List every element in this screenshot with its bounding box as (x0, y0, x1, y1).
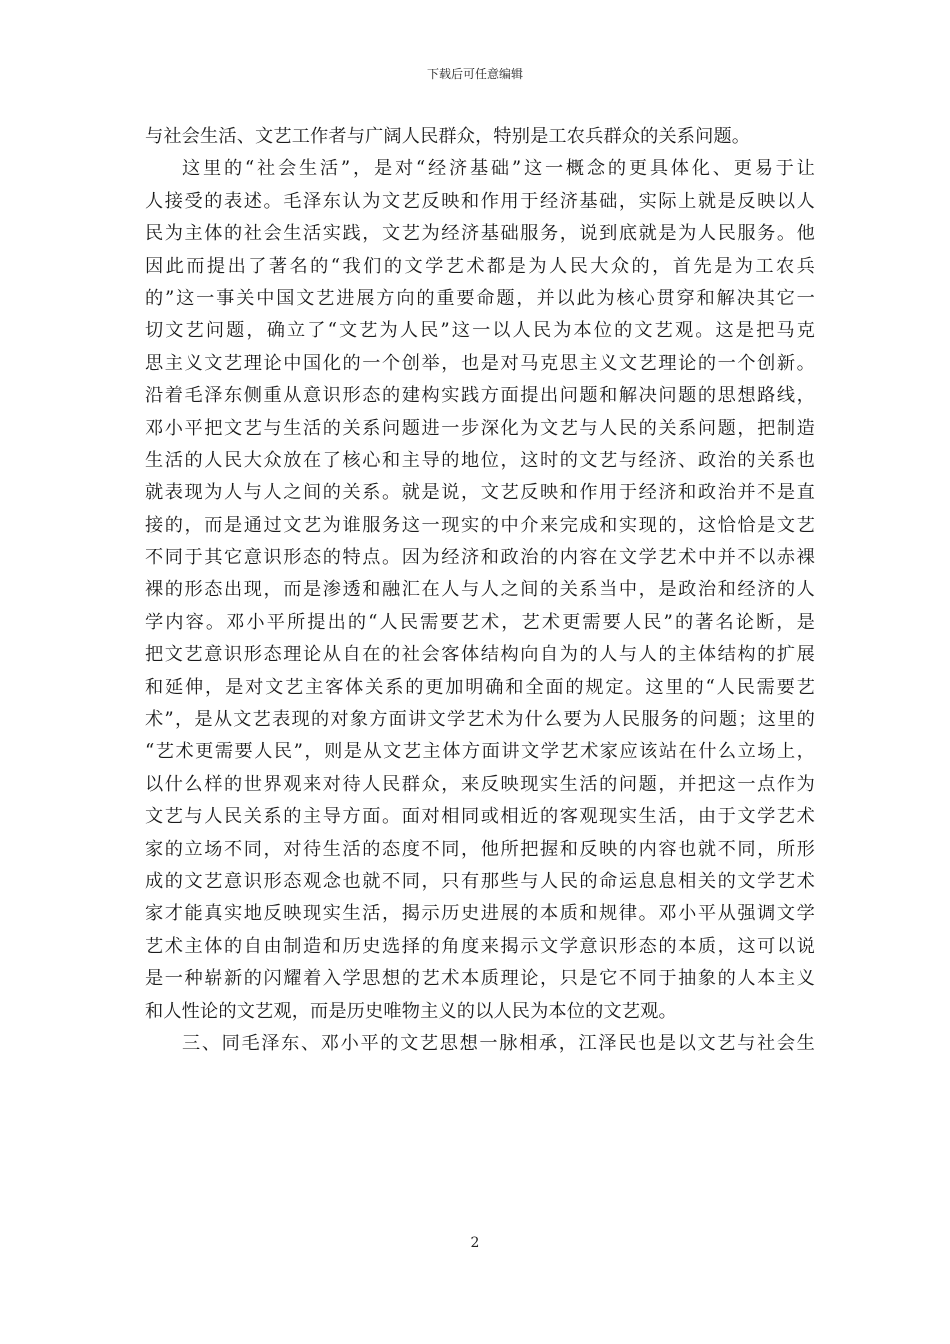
text-line: 以什么样的世界观来对待人民群众，来反映现实生活的问题，并把这一点作为 (145, 773, 815, 795)
text-line: 这里的“社会生活”，是对“经济基础”这一概念的更具体化、更易于让 (182, 158, 815, 180)
text-line: 就表现为人与人之间的关系。就是说，文艺反映和作用于经济和政治并不是直 (145, 482, 815, 504)
text-line: 沿着毛泽东侧重从意识形态的建构实践方面提出问题和解决问题的思想路线， (145, 385, 815, 407)
text-line: 与社会生活、文艺工作者与广阔人民群众，特别是工农兵群众的关系问题。 (145, 126, 751, 147)
text-line: 裸的形态出现，而是渗透和融汇在人与人之间的关系当中，是政治和经济的人 (145, 579, 815, 601)
text-line: 家才能真实地反映现实生活，揭示历史进展的本质和规律。邓小平从强调文学 (145, 903, 815, 925)
text-line: 民为主体的社会生活实践，文艺为经济基础服务，说到底就是为人民服务。他 (145, 223, 815, 245)
text-line: “艺术更需要人民”，则是从文艺主体方面讲文学艺术家应该站在什么立场上， (145, 741, 815, 763)
page-number-text: 2 (470, 1235, 480, 1251)
text-line: 是一种崭新的闪耀着入学思想的艺术本质理论，只是它不同于抽象的人本主义 (145, 968, 815, 990)
text-line: 把文艺意识形态理论从自在的社会客体结构向自为的人与人的主体结构的扩展 (145, 644, 815, 666)
text-line: 家的立场不同，对待生活的态度不同，他所把握和反映的内容也就不同，所形 (145, 838, 815, 860)
text-line: 的”这一事关中国文艺进展方向的重要命题，并以此为核心贯穿和解决其它一 (145, 287, 815, 309)
text-line: 切文艺问题，确立了“文艺为人民”这一以人民为本位的文艺观。这是把马克 (145, 320, 815, 342)
text-line: 生活的人民大众放在了核心和主导的地位，这时的文艺与经济、政治的关系也 (145, 449, 815, 471)
document-body (145, 121, 815, 1060)
text-line: 思主义文艺理论中国化的一个创举，也是对马克思主义文艺理论的一个创新。 (145, 352, 815, 374)
header-text: 下载后可任意编辑 (426, 67, 523, 81)
text-line: 三、同毛泽东、邓小平的文艺思想一脉相承，江泽民也是以文艺与社会生 (182, 1032, 815, 1054)
text-line: 接的，而是通过文艺为谁服务这一现实的中介来完成和实现的，这恰恰是文艺 (145, 514, 815, 536)
text-line: 成的文艺意识形态观念也就不同，只有那些与人民的命运息息相关的文学艺术 (145, 870, 815, 892)
text-line: 不同于其它意识形态的特点。因为经济和政治的内容在文学艺术中并不以赤裸 (145, 547, 815, 569)
text-line: 和人性论的文艺观，而是历史唯物主义的以人民为本位的文艺观。 (145, 1000, 677, 1022)
page-number (0, 1234, 950, 1252)
page-header (0, 66, 950, 82)
text-line: 学内容。邓小平所提出的“人民需要艺术，艺术更需要人民”的著名论断，是 (145, 611, 815, 633)
text-line: 人接受的表述。毛泽东认为文艺反映和作用于经济基础，实际上就是反映以人 (145, 190, 815, 212)
text-line: 因此而提出了著名的“我们的文学艺术都是为人民大众的，首先是为工农兵 (145, 255, 815, 277)
text-line: 文艺与人民关系的主导方面。面对相同或相近的客观现实生活，由于文学艺术 (145, 806, 815, 828)
text-line: 艺术主体的自由制造和历史选择的角度来揭示文学意识形态的本质，这可以说 (145, 935, 815, 957)
text-line: 邓小平把文艺与生活的关系问题进一步深化为文艺与人民的关系问题，把制造 (145, 417, 815, 439)
text-line: 和延伸，是对文艺主客体关系的更加明确和全面的规定。这里的“人民需要艺 (145, 676, 815, 698)
text-line: 术”，是从文艺表现的对象方面讲文学艺术为什么要为人民服务的问题；这里的 (145, 709, 815, 731)
